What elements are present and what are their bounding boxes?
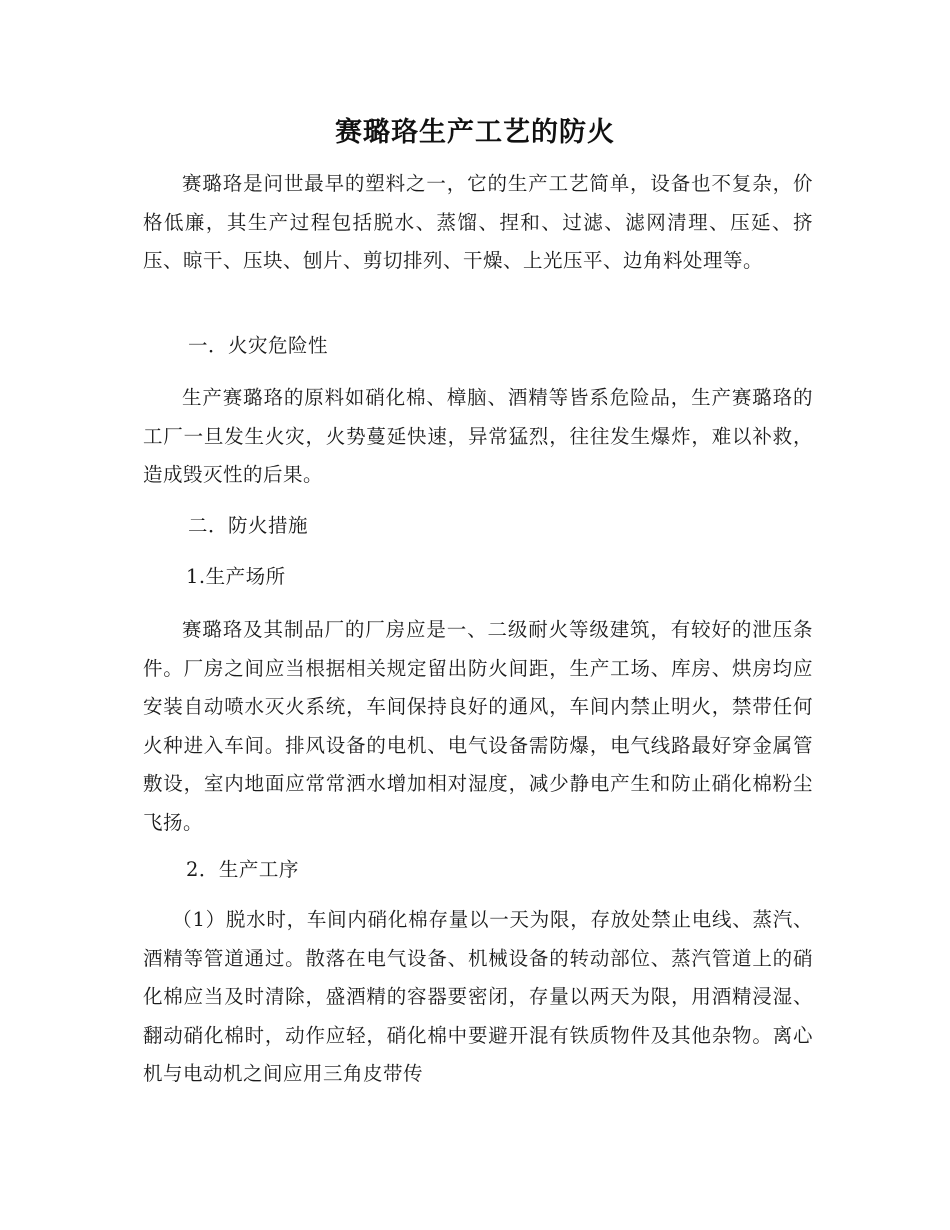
page-title: 赛璐珞生产工艺的防火 [335,117,615,148]
subsection1-paragraph: 赛璐珞及其制品厂的厂房应是一、二级耐火等级建筑，有较好的泄压条件。厂房之间应当根据相关规定留出防火间距，生产工场、库房、烘房均应安装自动喷水灭火系统，车间保持良好的通风，车间内禁止明火，禁带任何火种进入车间。排风设备的电机、电气设备需防爆，电气线路最好穿金属管敷设，室内地面应常常洒水增加相对湿度，减少静电产生和防止硝化棉粉尘飞扬。 [143,618,813,834]
section2-heading: 二．防火措施 [188,514,309,537]
intro-paragraph: 赛璐珞是问世最早的塑料之一，它的生产工艺简单，设备也不复杂，价格低廉，其生产过程包括脱水、蒸馏、捏和、过滤、滤网清理、压延、挤压、晾干、压块、刨片、剪切排列、干燥、上光压平、边角料处理等。 [143,172,813,272]
section1-heading: 一．火灾危险性 [188,334,329,357]
section1-paragraph: 生产赛璐珞的原料如硝化棉、樟脑、酒精等皆系危险品，生产赛璐珞的工厂一旦发生火灾，火势蔓延快速，异常猛烈，往往发生爆炸，难以补救，造成毁灭性的后果。 [143,386,813,486]
subsection2-paragraph: （1）脱水时，车间内硝化棉存量以一天为限，存放处禁止电线、蒸汽、酒精等管道通过。散落在电气设备、机械设备的转动部位、蒸汽管道上的硝化棉应当及时清除，盛酒精的容器要密闭，存量以两天为限，用酒精浸湿、翻动硝化棉时，动作应轻，硝化棉中要避开混有铁质物件及其他杂物。离心机与电动机之间应用三角皮带传 [143,908,813,1085]
subsection2-heading: 2．生产工序 [186,858,299,881]
subsection1-heading: 1.生产场所 [186,565,286,588]
